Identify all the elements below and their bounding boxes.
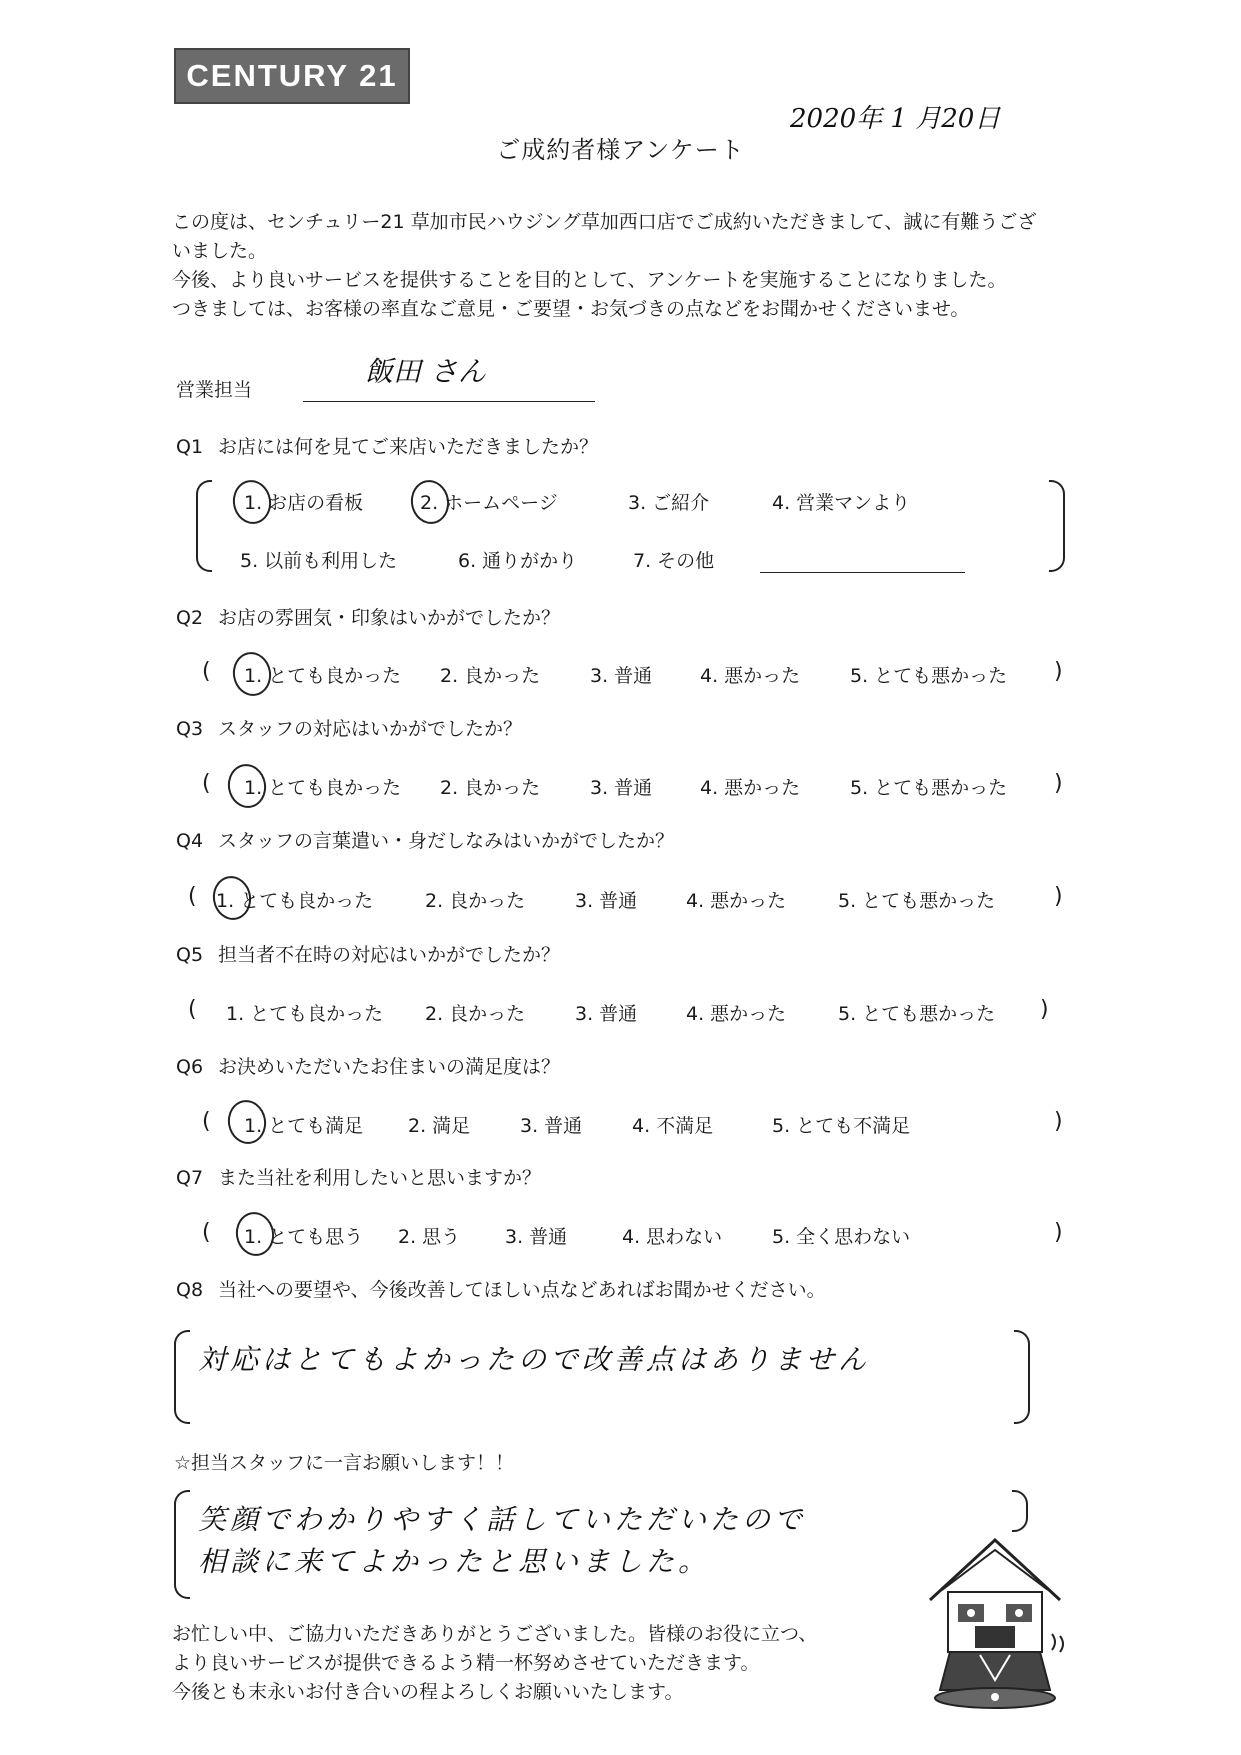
q5-paren-open: ( (188, 997, 197, 1022)
q7-number: Q7 (176, 1167, 204, 1189)
q1-question (176, 432, 598, 459)
q1-options-row-1 (0, 488, 1241, 518)
q6-option-3[interactable]: 3. 普通 (520, 1115, 583, 1137)
q3-text: スタッフの対応はいかがでしたか？ (218, 718, 523, 740)
century21-logo: CENTURY 21 (174, 48, 410, 104)
closing-line: 今後とも末永いお付き合いの程よろしくお願いいたします。 (172, 1681, 684, 1703)
q1-number: Q1 (176, 436, 204, 458)
staff-message-bracket-right (1012, 1490, 1028, 1532)
q8-answer: 対応はとてもよかったので改善点はありません (198, 1343, 871, 1376)
q2-option-3[interactable]: 3. 普通 (590, 665, 653, 687)
q4-number: Q4 (176, 830, 204, 852)
q4-option-4[interactable]: 4. 悪かった (686, 890, 787, 912)
q8-bracket-right (1014, 1330, 1030, 1424)
house-mascot-icon (920, 1530, 1070, 1710)
q1-option-3[interactable]: 3. ご紹介 (628, 492, 710, 514)
staff-message-title: ☆担当スタッフに一言お願いします！！ (174, 1452, 515, 1474)
q7-question (176, 1163, 541, 1190)
q6-option-1[interactable]: 1. とても満足 (244, 1115, 364, 1137)
q4-option-5[interactable]: 5. とても悪かった (838, 890, 996, 912)
q4-options-row (0, 886, 1241, 916)
q5-number: Q5 (176, 944, 204, 966)
closing-text (172, 1620, 932, 1707)
q8-bracket-left (174, 1330, 190, 1424)
q6-options-row (0, 1111, 1241, 1141)
intro-line: 今後、より良いサービスを提供することを目的として、アンケートを実施することになりました。 (172, 269, 1007, 291)
staff-message-line-1: 笑顔でわかりやすく話していただいたので (198, 1503, 807, 1536)
q4-paren-close: ) (1054, 884, 1063, 909)
q2-option-1[interactable]: 1. とても良かった (244, 665, 402, 687)
q3-option-4[interactable]: 4. 悪かった (700, 777, 801, 799)
q1-options-row-2 (0, 546, 1241, 576)
q3-paren-close: ) (1054, 771, 1063, 796)
intro-line: つきましては、お客様の率直なご意見・ご要望・お気づきの点などをお聞かせくださいませ。 (172, 298, 970, 320)
q6-text: お決めいただいたお住まいの満足度は？ (218, 1056, 561, 1078)
q1-text: お店には何を見てご来店いただきましたか？ (218, 436, 599, 458)
q2-options-row (0, 661, 1241, 691)
q1-option-6[interactable]: 6. 通りがかり (458, 550, 578, 572)
q3-paren-open: ( (202, 771, 211, 796)
page-title: ご成約者様アンケート (496, 136, 745, 164)
q7-option-2[interactable]: 2. 思う (398, 1226, 461, 1248)
q4-option-2[interactable]: 2. 良かった (425, 890, 526, 912)
q3-question (176, 714, 522, 741)
q7-options-row (0, 1222, 1241, 1252)
q5-options-row (0, 999, 1241, 1029)
q4-option-1[interactable]: 1. とても良かった (216, 890, 374, 912)
q1-option-7[interactable]: 7. その他 (633, 550, 715, 572)
q6-paren-open: ( (202, 1109, 211, 1134)
q4-paren-open: ( (188, 884, 197, 909)
q2-paren-open: ( (202, 659, 211, 684)
q3-number: Q3 (176, 718, 204, 740)
q7-paren-open: ( (202, 1220, 211, 1245)
q8-question (176, 1275, 826, 1302)
q3-selection-circle (224, 761, 269, 811)
staff-message-bracket-left (174, 1490, 190, 1599)
q5-option-3[interactable]: 3. 普通 (575, 1003, 638, 1025)
q5-question (176, 940, 560, 967)
intro-line: いました。 (172, 240, 268, 262)
q2-option-2[interactable]: 2. 良かった (440, 665, 541, 687)
q5-paren-close: ) (1040, 997, 1049, 1022)
q5-option-5[interactable]: 5. とても悪かった (838, 1003, 996, 1025)
house-mascot-illustration (920, 1530, 1070, 1714)
q7-option-4[interactable]: 4. 思わない (622, 1226, 723, 1248)
closing-line: お忙しい中、ご協力いただきありがとうございました。皆様のお役に立つ、 (172, 1623, 818, 1645)
q8-number: Q8 (176, 1279, 204, 1301)
q2-number: Q2 (176, 607, 204, 629)
q2-question (176, 603, 560, 630)
q6-option-4[interactable]: 4. 不満足 (632, 1115, 714, 1137)
q3-option-2[interactable]: 2. 良かった (440, 777, 541, 799)
q5-option-1[interactable]: 1. とても良かった (226, 1003, 384, 1025)
sales-rep-underline (303, 401, 595, 402)
q3-option-1[interactable]: 1. とても良かった (244, 777, 402, 799)
q8-text: 当社への要望や、今後改善してほしい点などあればお聞かせください。 (218, 1279, 826, 1301)
q1-option-4[interactable]: 4. 営業マンより (772, 492, 911, 514)
q4-question (176, 826, 674, 853)
q2-option-4[interactable]: 4. 悪かった (700, 665, 801, 687)
q5-option-2[interactable]: 2. 良かった (425, 1003, 526, 1025)
q3-option-3[interactable]: 3. 普通 (590, 777, 653, 799)
q7-option-1[interactable]: 1. とても思う (244, 1226, 364, 1248)
q1-option-5[interactable]: 5. 以前も利用した (240, 550, 398, 572)
q4-text: スタッフの言葉遣い・身だしなみはいかがでしたか？ (218, 830, 675, 852)
q5-text: 担当者不在時の対応はいかがでしたか？ (218, 944, 561, 966)
q1-selection-circle-1 (229, 477, 274, 527)
intro-line: この度は、センチュリー21 草加市民ハウジング草加西口店でご成約いただきまして、誠に有難うござ (172, 211, 1037, 233)
q7-option-3[interactable]: 3. 普通 (505, 1226, 568, 1248)
q3-options-row (0, 773, 1241, 803)
q5-option-4[interactable]: 4. 悪かった (686, 1003, 787, 1025)
q6-question (176, 1052, 560, 1079)
q2-selection-circle (229, 649, 274, 699)
q7-paren-close: ) (1054, 1220, 1063, 1245)
staff-message-line-2: 相談に来てよかったと思いました。 (198, 1545, 711, 1578)
q2-paren-close: ) (1054, 659, 1063, 684)
q7-text: また当社を利用したいと思いますか？ (218, 1167, 542, 1189)
sales-rep-label: 営業担当 (176, 379, 253, 401)
q6-option-5[interactable]: 5. とても不満足 (772, 1115, 911, 1137)
q2-option-5[interactable]: 5. とても悪かった (850, 665, 1008, 687)
q6-option-2[interactable]: 2. 満足 (408, 1115, 471, 1137)
q7-option-5[interactable]: 5. 全く思わない (772, 1226, 911, 1248)
closing-line: より良いサービスが提供できるよう精一杯努めさせていただきます。 (172, 1652, 760, 1674)
q6-number: Q6 (176, 1056, 204, 1078)
q1-option-1[interactable]: 1. お店の看板 (244, 492, 364, 514)
intro-text (172, 208, 1072, 324)
q6-paren-close: ) (1054, 1109, 1063, 1134)
q3-option-5[interactable]: 5. とても悪かった (850, 777, 1008, 799)
q1-selection-circle-2 (407, 477, 452, 527)
q1-other-line (760, 572, 965, 573)
sales-rep-value: 飯田 さん (365, 355, 486, 388)
q1-option-2[interactable]: 2. ホームページ (420, 492, 558, 514)
q2-text: お店の雰囲気・印象はいかがでしたか？ (218, 607, 561, 629)
q4-option-3[interactable]: 3. 普通 (575, 890, 638, 912)
survey-date: 2020年 1 月20日 (790, 104, 1001, 134)
